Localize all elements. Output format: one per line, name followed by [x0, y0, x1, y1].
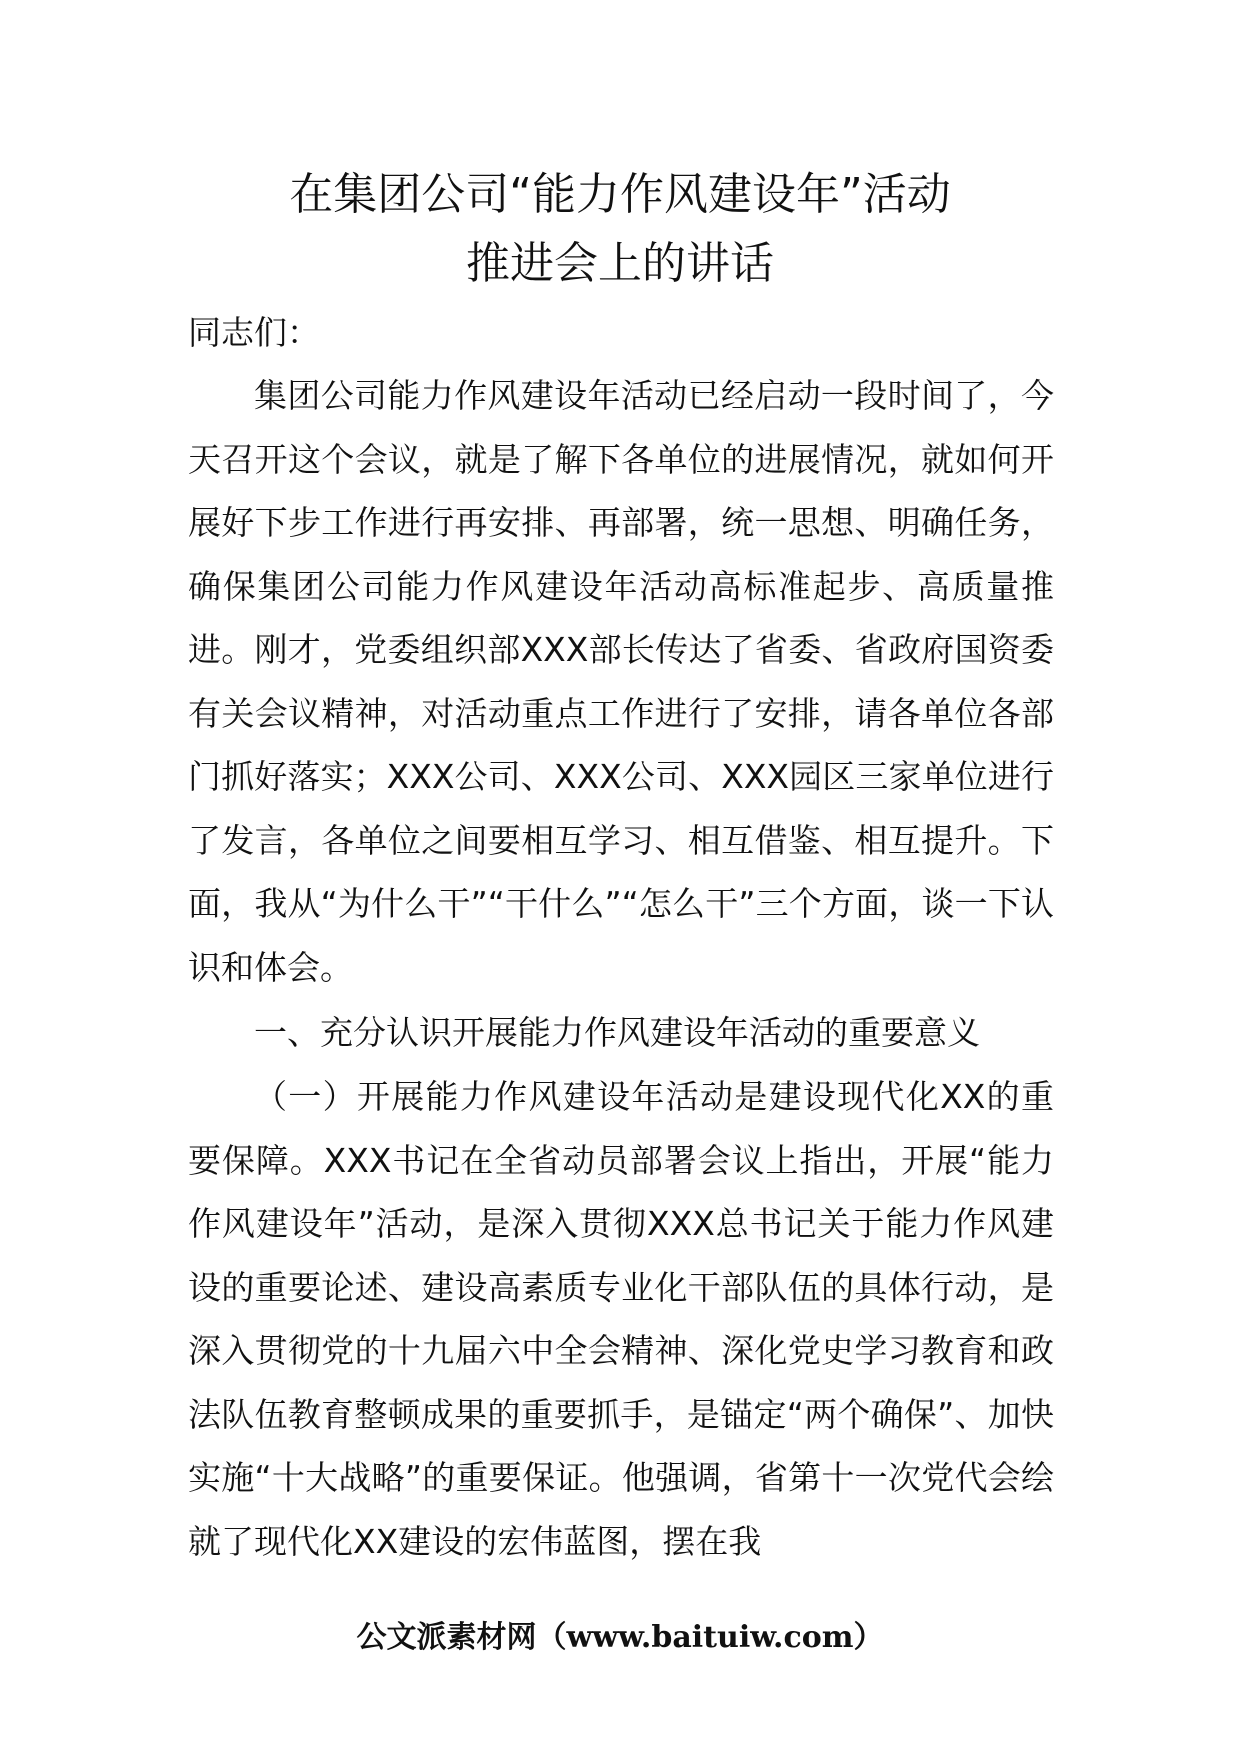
salutation: 同志们：	[188, 313, 320, 352]
section-heading-1: 一、充分认识开展能力作风建设年活动的重要意义	[254, 1013, 980, 1052]
footer-watermark: 公文派素材网（www.baituiw.com）	[356, 1620, 884, 1655]
document-title-line-1: 在集团公司“能力作风建设年”活动	[289, 169, 951, 220]
paragraph-intro: 集团公司能力作风建设年活动已经启动一段时间了，今天召开这个会议，就是了解下各单位的进展情况，就如何开展好下步工作进行再安排、再部署，统一思想、明确任务，确保集团公司能力作风建设年活动高标准起步、高质量推进。刚才，党委组织部XXX部长传达了省委、省政府国资委有关会议精神，对活动重点工作进行了安排，请各单位各部门抓好落实；XXX公司、XXX公司、XXX园区三家单位进行了发言，各单位之间要相互学习、相互借鉴、相互提升。下面，我从“为什么干”“干什么”“怎么干”三个方面，谈一下认识和体会。	[188, 376, 1054, 987]
document-title-line-2: 推进会上的讲话	[466, 238, 774, 289]
paragraph-subsection-1: （一）开展能力作风建设年活动是建设现代化XX的重要保障。XXX书记在全省动员部署会议上指出，开展“能力作风建设年”活动，是深入贯彻XXX总书记关于能力作风建设的重要论述、建设高素质专业化干部队伍的具体行动，是深入贯彻党的十九届六中全会精神、深化党史学习教育和政法队伍教育整顿成果的重要抓手，是锚定“两个确保”、加快实施“十大战略”的重要保证。他强调，省第十一次党代会绘就了现代化XX建设的宏伟蓝图，摆在我	[188, 1077, 1054, 1561]
